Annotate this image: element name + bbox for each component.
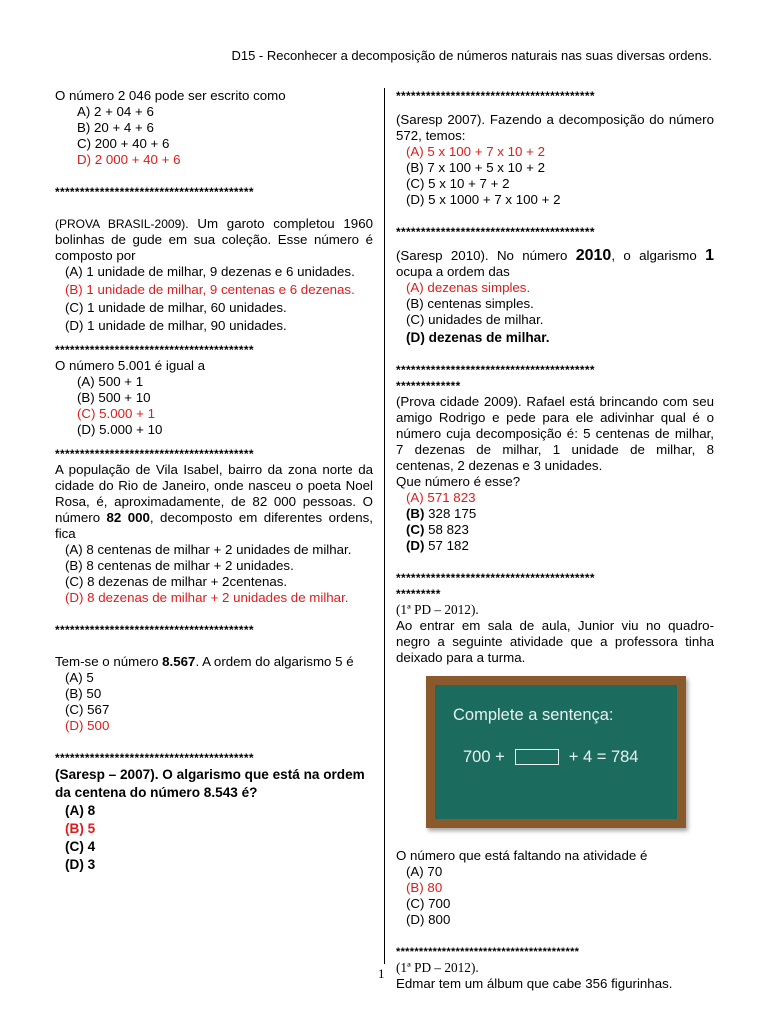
q8-option-c: (C) unidades de milhar. (406, 312, 544, 327)
q6-option-c: (C) 4 (65, 839, 96, 854)
q6-option-d: (D) 3 (65, 857, 96, 872)
q9-option-c-text: 58 823 (424, 522, 469, 537)
q2-option-c: (C) 1 unidade de milhar, 60 unidades. (65, 300, 287, 315)
separator: **************************************** (55, 751, 254, 765)
q9-option-b-text: 328 175 (424, 506, 477, 521)
q4-text-a: A população de Vila Isabel, bairro da zona norte da cidade do Rio de Janeiro, onde nasceu o poeta Noel Rosa, é, aproximadamente, de 82 000 pessoas. O número (55, 462, 373, 525)
chalkboard-title: Complete a sentença: (453, 706, 614, 724)
q2-option-b-answer: (B) 1 unidade de milhar, 9 centenas e 6 dezenas. (65, 282, 355, 297)
q5-option-b: (B) 50 (65, 686, 102, 701)
q9-option-c-letter: (C) (406, 522, 425, 537)
left-column (55, 88, 373, 874)
page-number: 1 (378, 966, 385, 981)
q9-stem: (Prova cidade 2009). Rafael está brincando com seu amigo Rodrigo e pede para ele adivinhar qual é o número cuja decomposição é: 5 centenas de milhar, 7 dezenas de milhar, 1 unidade de milhar, 8 centenas, 2 dezenas e 3 unidades. (396, 394, 714, 473)
q8-option-a-answer: (A) dezenas simples. (406, 280, 531, 295)
q8-stem (396, 248, 714, 280)
q5-options (55, 670, 373, 734)
separator-tail: ************* (396, 379, 461, 393)
q3-option-d: (D) 5.000 + 10 (77, 422, 163, 437)
q10-option-d: (D) 800 (406, 912, 451, 927)
q4-number: 82 000 (106, 510, 150, 525)
q8-text-a: (Saresp 2010). No número (396, 248, 576, 263)
separator: **************************************** (396, 571, 595, 585)
q8-option-b: (B) centenas simples. (406, 296, 534, 311)
q9-option-a-answer (406, 490, 714, 506)
separator: **************************************** (55, 623, 254, 637)
q1-options (55, 104, 373, 168)
q9-option-b-letter: (B) (406, 506, 425, 521)
q2-source: (PROVA BRASIL-2009). (55, 217, 189, 231)
q5-stem (55, 654, 373, 670)
q10-option-c: (C) 700 (406, 896, 451, 911)
q6-stem: (Saresp – 2007). O algarismo que está na ordem da centena do número 8.543 é? (55, 767, 365, 800)
q9-option-a-letter: (A) (406, 490, 424, 505)
q1-option-d-answer: D) 2 000 + 40 + 6 (77, 152, 181, 167)
q9-option-d (406, 538, 714, 554)
q10-ask: O número que está faltando na atividade é (396, 848, 648, 863)
q10-source: (1ª PD – 2012). (396, 602, 479, 617)
q11-stem: Edmar tem um álbum que cabe 356 figurinhas. (396, 976, 673, 991)
q9-option-b (406, 506, 714, 522)
separator: **************************************** (396, 89, 595, 103)
q7-options (396, 144, 714, 208)
q10-option-a: (A) 70 (406, 864, 443, 879)
q10-options (396, 864, 714, 928)
blank-box (515, 749, 559, 765)
page-header: D15 - Reconhecer a decomposição de números naturais nas suas diversas ordens. (231, 48, 712, 63)
q2-option-d: (D) 1 unidade de milhar, 90 unidades. (65, 318, 287, 333)
separator: **************************************** (396, 946, 580, 958)
q10-option-b-answer: (B) 80 (406, 880, 443, 895)
q8-number: 2010 (575, 247, 612, 264)
q1-option-b: B) 20 + 4 + 6 (77, 120, 154, 135)
q6-option-a: (A) 8 (65, 803, 96, 818)
chalkboard-equation (463, 749, 638, 765)
separator: **************************************** (55, 447, 254, 461)
q5-option-d-answer: (D) 500 (65, 718, 110, 733)
q7-stem: (Saresp 2007). Fazendo a decomposição do número 572, temos: (396, 112, 714, 143)
separator: **************************************** (55, 185, 254, 199)
q4-text-b: , decomposto em diferentes ordens, fica (55, 510, 373, 541)
q9-options (396, 490, 714, 554)
q2-stem (55, 216, 373, 264)
q8-option-d: (D) dezenas de milhar. (406, 330, 550, 345)
q1-option-a: A) 2 + 04 + 6 (77, 104, 154, 119)
separator-tail: ********* (396, 587, 441, 601)
q7-option-d: (D) 5 x 1000 + 7 x 100 + 2 (406, 192, 561, 207)
equation-right: + 4 = 784 (568, 748, 639, 766)
separator: **************************************** (396, 225, 595, 239)
q4-option-d-answer: (D) 8 dezenas de milhar + 2 unidades de milhar. (65, 590, 349, 605)
q9-option-d-letter: (D) (406, 538, 425, 553)
q4-option-c: (C) 8 dezenas de milhar + 2centenas. (65, 574, 288, 589)
q7-option-c: (C) 5 x 10 + 7 + 2 (406, 176, 510, 191)
q9-option-d-text: 57 182 (424, 538, 469, 553)
q8-text-b: , o algarismo (611, 248, 706, 263)
q1-stem: O número 2 046 pode ser escrito como (55, 88, 286, 103)
q8-digit: 1 (705, 247, 714, 264)
q3-option-a: (A) 500 + 1 (77, 374, 144, 389)
q11-source: (1ª PD – 2012). (396, 960, 479, 975)
q2-option-a: (A) 1 unidade de milhar, 9 dezenas e 6 unidades. (65, 264, 355, 279)
q9-ask: Que número é esse? (396, 474, 521, 489)
q3-stem: O número 5.001 é igual a (55, 358, 206, 373)
q5-option-a: (A) 5 (65, 670, 94, 685)
q9-option-c (406, 522, 714, 538)
q2-options (55, 264, 373, 334)
q6-option-b-answer: (B) 5 (65, 821, 96, 836)
q2-text: Um garoto completou 1960 bolinhas de gude em sua coleção. Esse número é composto por (55, 216, 373, 263)
q5-text-a: Tem-se o número (55, 654, 163, 669)
q8-options (396, 280, 714, 346)
q3-option-c-answer: (C) 5.000 + 1 (77, 406, 155, 421)
separator: **************************************** (55, 343, 254, 357)
q10-stem: Ao entrar em sala de aula, Junior viu no quadro-negro a seguinte atividade que a professora tinha deixado para a turma. (396, 618, 714, 665)
q4-option-a: (A) 8 centenas de milhar + 2 unidades de milhar. (65, 542, 352, 557)
q9-option-a-text: 571 823 (423, 490, 476, 505)
q4-options (55, 542, 373, 606)
q3-options (55, 374, 373, 438)
q1-option-c: C) 200 + 40 + 6 (77, 136, 170, 151)
right-column (396, 88, 714, 992)
q3-option-b: (B) 500 + 10 (77, 390, 151, 405)
q6-options (55, 802, 373, 874)
equation-left: 700 + (463, 748, 505, 766)
q7-option-b: (B) 7 x 100 + 5 x 10 + 2 (406, 160, 545, 175)
q7-option-a-answer: (A) 5 x 100 + 7 x 10 + 2 (406, 144, 545, 159)
q4-stem (55, 462, 373, 542)
q8-text-c: ocupa a ordem das (396, 264, 510, 279)
q5-option-c: (C) 567 (65, 702, 110, 717)
q4-option-b: (B) 8 centenas de milhar + 2 unidades. (65, 558, 294, 573)
chalkboard-image (426, 676, 686, 828)
q5-number: 8.567 (162, 654, 196, 669)
separator: **************************************** (396, 363, 595, 377)
q5-text-b: . A ordem do algarismo 5 é (195, 654, 354, 669)
chalkboard-surface (435, 685, 677, 819)
column-divider (384, 88, 385, 964)
